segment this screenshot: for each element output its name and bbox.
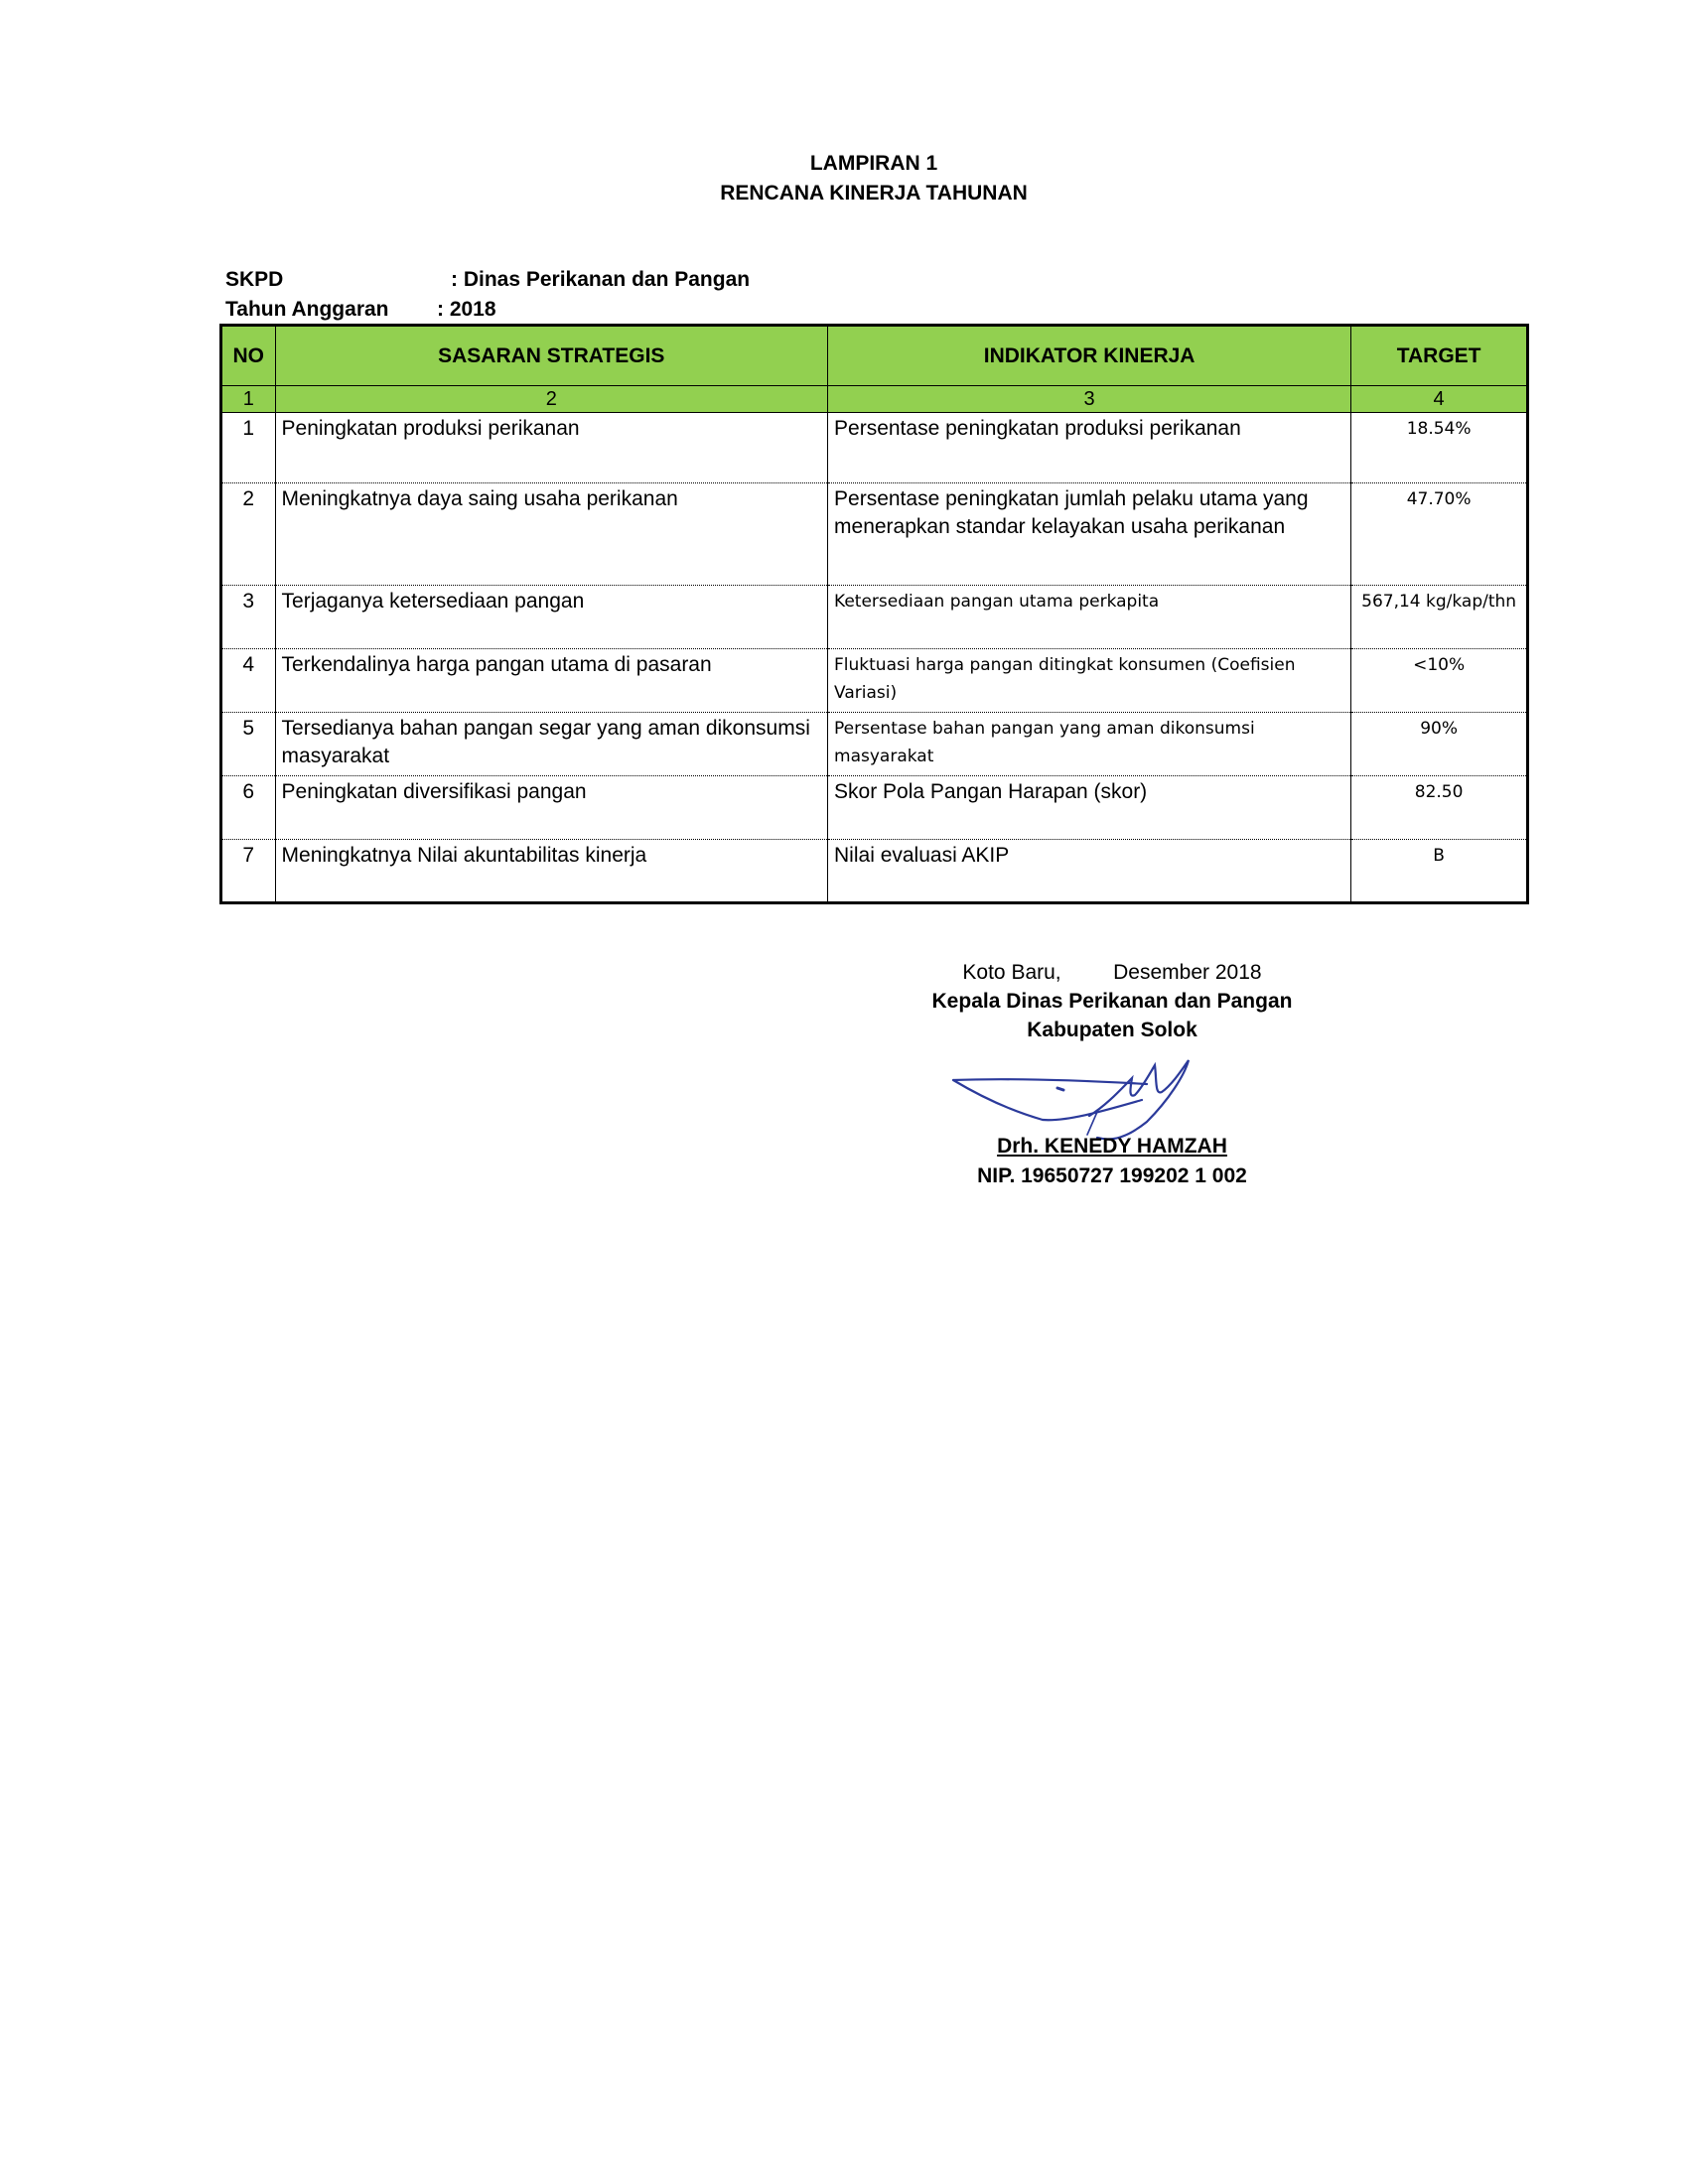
row-no: 6	[221, 776, 276, 840]
row-sasaran: Peningkatan diversifikasi pangan	[275, 776, 827, 840]
signer-nip: NIP. 19650727 199202 1 002	[977, 1164, 1247, 1187]
row-target: 47.70%	[1351, 483, 1528, 586]
tahun-label: Tahun Anggaran	[225, 298, 389, 321]
row-indikator: Persentase bahan pangan yang aman dikonsumsi masyarakat	[828, 713, 1351, 776]
title-line-1: LAMPIRAN 1	[809, 152, 938, 175]
tahun-value: : 2018	[437, 298, 496, 321]
signature-block	[894, 958, 1331, 1044]
title-line-2: RENCANA KINERJA TAHUNAN	[720, 182, 1028, 205]
table-row	[221, 586, 1528, 649]
table-row	[221, 776, 1528, 840]
row-target: <10%	[1351, 649, 1528, 713]
row-target: 82.50	[1351, 776, 1528, 840]
row-target: 567,14 kg/kap/thn	[1351, 586, 1528, 649]
header-target: TARGET	[1351, 326, 1528, 386]
signer-name: Drh. KENEDY HAMZAH	[997, 1135, 1227, 1158]
row-target: B	[1351, 840, 1528, 903]
table-row	[221, 713, 1528, 776]
header-sasaran: SASARAN STRATEGIS	[275, 326, 827, 386]
skpd-label: SKPD	[225, 268, 284, 291]
document-meta	[225, 265, 750, 325]
column-number-row	[221, 386, 1528, 413]
signer-position-1: Kepala Dinas Perikanan dan Pangan	[931, 990, 1293, 1013]
row-no: 7	[221, 840, 276, 903]
table-row	[221, 413, 1528, 483]
col-number: 2	[275, 386, 827, 413]
row-indikator: Fluktuasi harga pangan ditingkat konsumen (Coefisien Variasi)	[828, 649, 1351, 713]
signer-position-2: Kabupaten Solok	[1027, 1019, 1197, 1041]
row-indikator: Ketersediaan pangan utama perkapita	[828, 586, 1351, 649]
row-indikator: Nilai evaluasi AKIP	[828, 840, 1351, 903]
row-indikator: Persentase peningkatan jumlah pelaku utama yang menerapkan standar kelayakan usaha perikanan	[828, 483, 1351, 586]
document-title	[0, 149, 1688, 208]
row-no: 4	[221, 649, 276, 713]
place-date: Koto Baru, Desember 2018	[962, 961, 1262, 984]
table-row	[221, 649, 1528, 713]
performance-table	[219, 324, 1529, 904]
row-indikator: Persentase peningkatan produksi perikanan	[828, 413, 1351, 483]
row-sasaran: Peningkatan produksi perikanan	[275, 413, 827, 483]
row-no: 3	[221, 586, 276, 649]
table-row	[221, 840, 1528, 903]
table-header-row	[221, 326, 1528, 386]
col-number: 4	[1351, 386, 1528, 413]
row-no: 5	[221, 713, 276, 776]
row-target: 90%	[1351, 713, 1528, 776]
skpd-value: : Dinas Perikanan dan Pangan	[451, 268, 751, 291]
row-sasaran: Meningkatnya Nilai akuntabilitas kinerja	[275, 840, 827, 903]
row-no: 2	[221, 483, 276, 586]
header-no: NO	[221, 326, 276, 386]
row-sasaran: Meningkatnya daya saing usaha perikanan	[275, 483, 827, 586]
row-indikator: Skor Pola Pangan Harapan (skor)	[828, 776, 1351, 840]
handwritten-signature	[918, 1050, 1236, 1140]
col-number: 3	[828, 386, 1351, 413]
signer-identity	[894, 1132, 1331, 1191]
row-target: 18.54%	[1351, 413, 1528, 483]
header-indikator: INDIKATOR KINERJA	[828, 326, 1351, 386]
col-number: 1	[221, 386, 276, 413]
row-sasaran: Tersedianya bahan pangan segar yang aman dikonsumsi masyarakat	[275, 713, 827, 776]
row-sasaran: Terjaganya ketersediaan pangan	[275, 586, 827, 649]
table-row	[221, 483, 1528, 586]
row-sasaran: Terkendalinya harga pangan utama di pasaran	[275, 649, 827, 713]
row-no: 1	[221, 413, 276, 483]
